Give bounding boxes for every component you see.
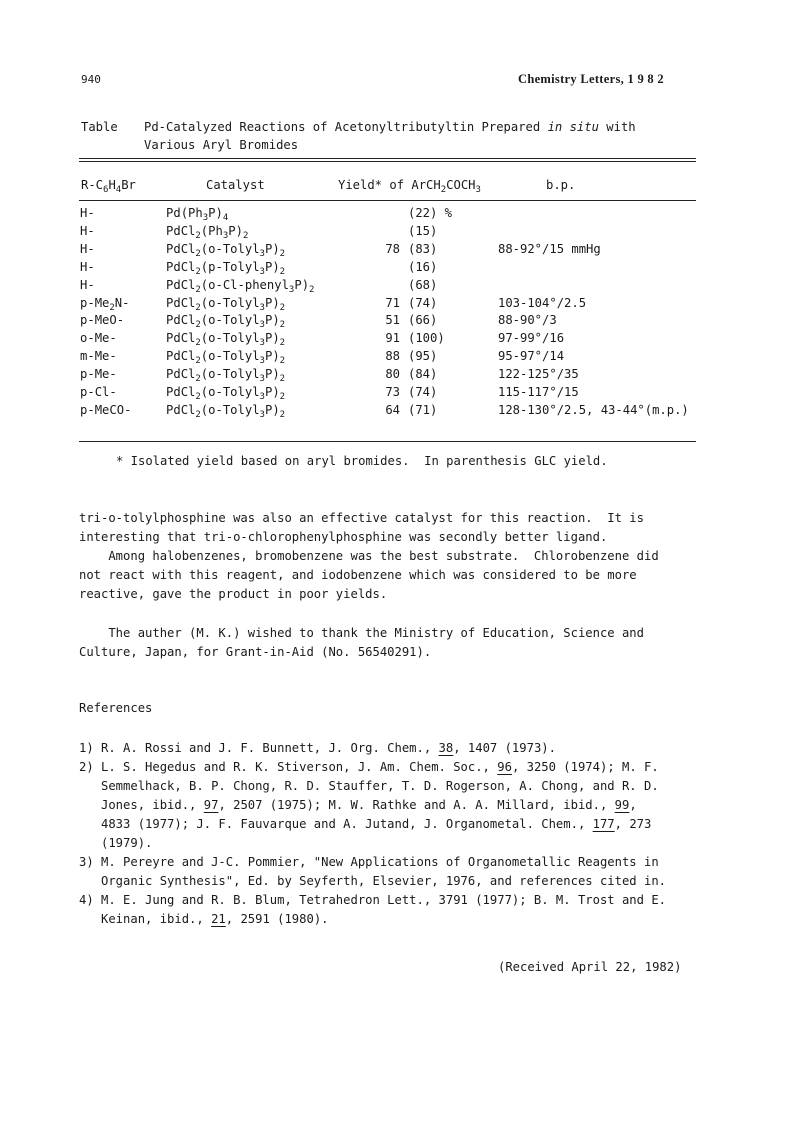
cell-catalyst: $PdCl_2(o-Tolyl_3P)_2$ [166, 331, 286, 349]
cell-yield: 51 [385, 313, 400, 328]
cell-bp: 103-104°/2.5 [498, 295, 587, 310]
cell-bp: 97-99°/16 [498, 331, 565, 346]
cell-yield: 73 [385, 385, 400, 399]
cell-catalyst: $PdCl_2(o-Tolyl_3P)_2$ [166, 241, 286, 259]
cell-catalyst: $PdCl_2(o-Cl-phenyl_3P)_2$ [166, 277, 315, 295]
cell-glc-yield: (74) [408, 295, 438, 310]
cell-substituent: p-Cl- [80, 385, 117, 399]
table-row [0, 403, 793, 421]
cell-substituent: H- [80, 277, 95, 292]
cell-bp: 88-92°/15 mmHg [498, 241, 601, 256]
cell-substituent: p-Me- [80, 367, 117, 382]
table-title-line2: Various Aryl Bromides [144, 138, 299, 152]
table-bottom-rule [79, 441, 696, 442]
table-row [0, 242, 793, 260]
table-row [0, 313, 793, 331]
table-label: Table [81, 120, 118, 134]
table-row [0, 224, 793, 242]
cell-substituent: m-Me- [80, 349, 117, 364]
reference-1: 1) R. A. Rossi and J. F. Bunnett, J. Org. Chem., 38, 1407 (1973). [79, 741, 556, 755]
table-header-rule [79, 200, 696, 201]
reference-3: 3) M. Pereyre and J-C. Pommier, "New Applications of Organometallic Reagents in Organic Synthesis", Ed. by Seyferth, Elsevier, 1976, and references cited in. [79, 855, 666, 888]
cell-substituent: p-MeCO- [80, 402, 132, 417]
body-paragraph-1: tri-o-tolylphosphine was also an effective catalyst for this reaction. It is interesting that tri-o-chlorophenylphosphine was secondly better ligand. Among halobenzenes, bromobenzene was the best substrate. Chlorobenzene did not react with this reagent, and iodobenzene which was considered to be more reactive, gave the product in poor yields. [79, 511, 659, 601]
journal-header: Chemistry Letters, 1 9 8 2 [518, 72, 664, 86]
table-top-rule-2 [79, 161, 696, 162]
cell-substituent: p-MeO- [80, 313, 125, 328]
table-footnote: * Isolated yield based on aryl bromides. In parenthesis GLC yield. [116, 454, 608, 468]
cell-glc-yield: (16) [408, 259, 438, 274]
cell-glc-yield: (83) [408, 241, 438, 256]
cell-yield: 88 [385, 349, 400, 364]
col-header-yield: Yield* of $ArCH_2COCH_3$ [338, 178, 481, 195]
cell-substituent: H- [80, 241, 95, 256]
cell-yield: 78 [385, 241, 400, 256]
cell-bp: 122-125°/35 [498, 367, 579, 382]
cell-catalyst: $PdCl_2(o-Tolyl_3P)_2$ [166, 367, 286, 385]
cell-catalyst: $PdCl_2(o-Tolyl_3P)_2$ [166, 402, 286, 420]
table-title-line1: Pd-Catalyzed Reactions of Acetonyltributyltin Prepared in situ with [144, 120, 636, 134]
table-row [0, 331, 793, 349]
cell-bp: 128-130°/2.5, 43-44°(m.p.) [498, 402, 689, 417]
reference-2: 2) L. S. Hegedus and R. K. Stiverson, J. Am. Chem. Soc., 96, 3250 (1974); M. F. Semmelhack, B. P. Chong, R. D. Stauffer, T. D. Rogerson, A. Chong, and R. D. Jones, ibid., 97, 2507 (1975); M. W. Rathke and A. A. Millard, ibid., 99, 4833 (1977); J. F. Fauvarque and A. Jutand, J. Organometal. Chem., 177, 273 (1979). [79, 760, 659, 850]
cell-glc-yield: (84) [408, 367, 438, 382]
cell-substituent: H- [80, 223, 95, 238]
cell-bp: 95-97°/14 [498, 349, 565, 364]
cell-glc-yield: (66) [408, 313, 438, 328]
cell-glc-yield: (100) [408, 331, 445, 346]
cell-catalyst: $Pd(Ph_3P)_4$ [166, 206, 229, 223]
cell-catalyst: $PdCl_2(p-Tolyl_3P)_2$ [166, 259, 286, 277]
cell-yield: 91 [385, 331, 400, 346]
cell-yield: 64 [385, 402, 400, 417]
cell-glc-yield: (22) % [408, 206, 453, 220]
table-row [0, 349, 793, 367]
cell-catalyst: $PdCl_2(o-Tolyl_3P)_2$ [166, 295, 286, 313]
cell-bp: 115-117°/15 [498, 385, 579, 399]
cell-catalyst: $PdCl_2(Ph_3P)_2$ [166, 223, 249, 241]
table-row [0, 260, 793, 278]
cell-glc-yield: (71) [408, 402, 438, 417]
cell-substituent: H- [80, 259, 95, 274]
cell-glc-yield: (15) [408, 223, 438, 238]
cell-yield: 71 [385, 295, 400, 310]
cell-glc-yield: (68) [408, 277, 438, 292]
reference-4: 4) M. E. Jung and R. B. Blum, Tetrahedron Lett., 3791 (1977); B. M. Trost and E. Keinan, ibid., 21, 2591 (1980). [79, 893, 666, 926]
cell-substituent: o-Me- [80, 331, 117, 346]
cell-yield: 80 [385, 367, 400, 382]
cell-catalyst: $PdCl_2(o-Tolyl_3P)_2$ [166, 313, 286, 331]
col-header-substituent: $R-C_6H_4Br$ [81, 178, 136, 195]
references-heading: References [79, 701, 153, 715]
table-row [0, 296, 793, 314]
table-top-rule [79, 158, 696, 159]
cell-bp: 88-90°/3 [498, 313, 557, 328]
page-number: 940 [81, 73, 101, 86]
cell-substituent: H- [80, 206, 95, 220]
col-header-catalyst: Catalyst [206, 178, 265, 192]
cell-glc-yield: (74) [408, 385, 438, 399]
cell-substituent: $p-Me_2N-$ [80, 295, 130, 313]
table-row [0, 367, 793, 385]
received-date: (Received April 22, 1982) [498, 960, 682, 974]
table-row [0, 385, 793, 403]
table-row [0, 278, 793, 296]
body-paragraph-acknowledgement: The auther (M. K.) wished to thank the Ministry of Education, Science and Culture, Japan, for Grant-in-Aid (No. 56540291). [79, 626, 644, 659]
col-header-bp: b.p. [546, 178, 576, 192]
cell-glc-yield: (95) [408, 349, 438, 364]
cell-catalyst: $PdCl_2(o-Tolyl_3P)_2$ [166, 349, 286, 367]
cell-catalyst: $PdCl_2(o-Tolyl_3P)_2$ [166, 385, 286, 402]
table-row [0, 206, 793, 224]
